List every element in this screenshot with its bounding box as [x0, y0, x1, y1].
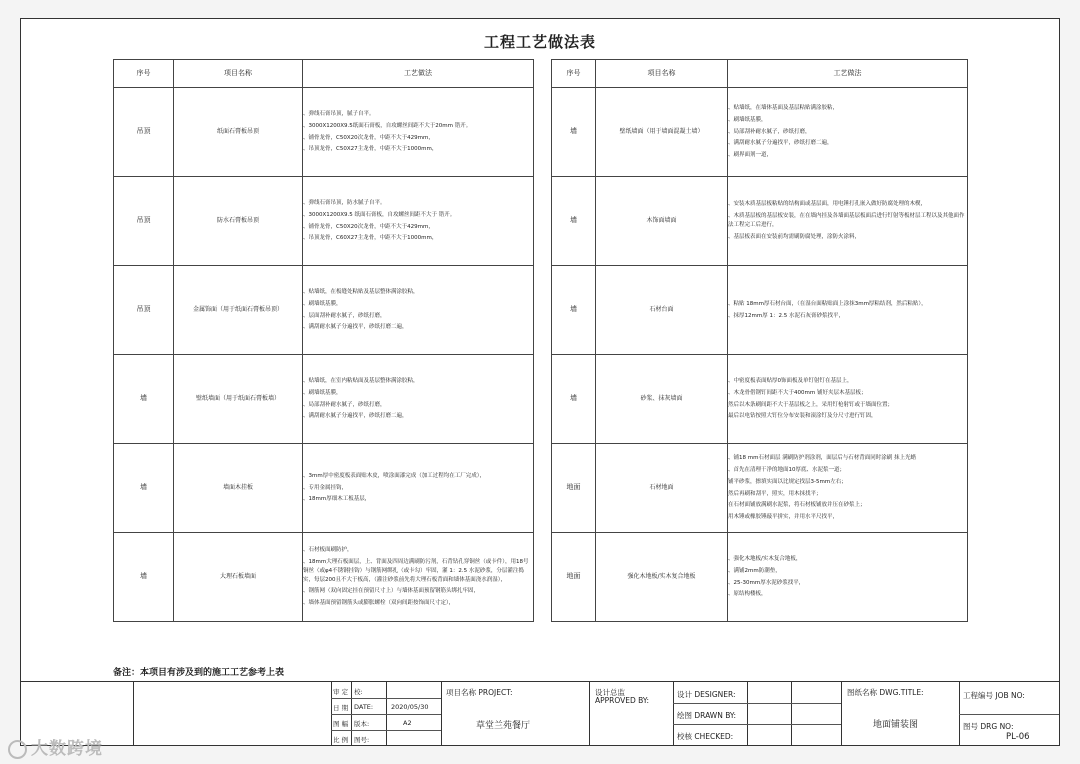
process-step: 、局部刮补耐水腻子，砂纸打磨， [728, 128, 811, 135]
review-label: 审 定 [333, 688, 349, 696]
col-header-name: 项目名称 [596, 60, 728, 88]
process-step: 最后以电钻按照大钉位分布安装和滚涂钉及分尺寸进行钉固， [728, 413, 877, 420]
row-item-name: 金属饰面（用于纸面石膏板吊顶） [174, 266, 303, 355]
project-label: 项目名称 PROJECT: [446, 688, 513, 697]
process-step: 、刷墙纸基膜， [303, 389, 342, 396]
drawing-sheet [20, 18, 1060, 746]
process-step: 、弹线石膏吊顶，防水腻子自平。 [303, 199, 386, 206]
approved-label-en: APPROVED BY: [595, 696, 650, 705]
process-step: 、满刮耐水腻子分遍找平，砂纸打磨二遍， [303, 324, 408, 331]
process-step: 在石材面铺放满刷水泥浆，将石材板铺放并压在砂浆上； [728, 502, 866, 509]
row-process-steps [303, 533, 534, 622]
date-sub: DATE: [354, 703, 374, 711]
logo-icon [8, 740, 27, 759]
process-step: 、吊顶龙骨，C60X27主龙骨，中距不大于1000mm， [303, 235, 438, 242]
size-value: A2 [403, 719, 412, 727]
table-row [552, 177, 968, 266]
dwg-title-value: 地面铺装图 [873, 720, 919, 730]
process-step: 、基层板表面在安装前均需刷防腐处理，涂防火涂料， [728, 233, 861, 240]
project-name: 草堂兰苑餐厅 [476, 721, 531, 731]
table-row [552, 533, 968, 622]
process-step: 、木质基层板的基层板安装，在在墙内挂及各墙面基层板面后进行钉射等板材层工程以及其他面作法工程完工后进行， [728, 213, 965, 228]
process-step: 、铺骨龙骨，C50X20次龙骨，中距不大于429mm， [303, 134, 434, 141]
process-step: 、专用金属挂钩， [303, 484, 348, 491]
process-step: 、18mm厚细木工板基层， [303, 496, 371, 503]
table-row [552, 266, 968, 355]
dwg-title-label: 图纸名称 DWG.TITLE: [847, 688, 924, 697]
row-category: 墙 [552, 177, 596, 266]
col-header-name: 项目名称 [174, 60, 303, 88]
drawn-label: 绘图 DRAWN BY: [677, 711, 737, 720]
process-step: 、木龙骨借钢钉间距不大于400mm 铺好夹层木基层板； [728, 389, 867, 396]
row-process-steps [728, 266, 968, 355]
row-process-steps [728, 533, 968, 622]
drg-no-value: PL-06 [1006, 732, 1030, 742]
process-step: 、铺骨龙骨，C50X20次龙骨，中距不大于429mm， [303, 223, 434, 230]
col-header-process: 工艺做法 [728, 60, 968, 88]
process-step: 、刷墙纸基膜， [303, 300, 342, 307]
process-step: 、满刮耐水腻子分遍找平，砂纸打磨二遍， [303, 413, 408, 420]
process-step: 、18mm大理石板面层，上、背面及四周边满刷防污剂，石背钻孔穿铜丝（或卡件），用18号铜丝（或φ4不锈钢挂钩）与钢筋网绑扎（或卡勾）牢固，灌 1：2.5 水泥砂浆，分层灌注捣实，每层200且不大于板高，（灌注砂浆前先将大理石板背面和墙体基面浇水润湿）， [303, 558, 529, 583]
table-row [552, 355, 968, 444]
process-step: 用木锤或橡胶锤敲平拼实，并用水平尺找平， [728, 514, 839, 521]
process-table-left [113, 59, 534, 622]
row-category: 吊顶 [114, 177, 174, 266]
row-item-name: 纸面石膏板吊顶 [174, 88, 303, 177]
review-sub: 校: [354, 688, 363, 696]
table-row [114, 355, 534, 444]
table-row [114, 177, 534, 266]
table-row [114, 88, 534, 177]
process-step: 、贴墙纸，在板缝处粘贴及基层整体满涂胶粘， [303, 288, 419, 295]
watermark [8, 734, 103, 759]
row-item-name: 木饰面墙面 [596, 177, 728, 266]
process-step: 、3000X1200X9.5纸面石膏板，自攻螺丝间距不大于20mm 错开。 [303, 122, 472, 129]
process-step: 、强化木地板/实木复合地板， [728, 555, 802, 562]
scale-label: 比 例 [333, 736, 349, 744]
row-category: 地面 [552, 533, 596, 622]
col-header-no: 序号 [552, 60, 596, 88]
process-step: 、满刮耐水腻子分遍找平，砂纸打磨二遍， [728, 140, 833, 147]
date-label: 日 期 [333, 704, 349, 712]
process-step: 、钢筋网（双向固定挂在预留尺寸上）与墙体基面预留钢筋头绑扎牢固， [303, 588, 480, 595]
table-row [114, 444, 534, 533]
process-step: 、中密度板表面贴厚0饰面板及单钉射钉在基层上， [728, 377, 853, 384]
process-step: 、铺18 mm石材面层 满刷防护剂涂剂，面层后与石材背面同时涂刷 抹上光蜡 [728, 455, 916, 462]
title-block [21, 681, 1059, 746]
process-step: 、原结构楼板， [728, 591, 767, 598]
drg-no-label: 图号 DRG NO: [963, 722, 1014, 731]
process-step: 、25-30mm厚水泥砂浆找平， [728, 579, 805, 586]
row-category: 吊顶 [114, 88, 174, 177]
row-process-steps [728, 88, 968, 177]
process-step: 、层面刮补耐水腻子，砂纸打磨， [303, 312, 386, 319]
row-process-steps [303, 88, 534, 177]
row-item-name: 壁纸墙面（用于纸面石膏板墙） [174, 355, 303, 444]
row-process-steps [728, 177, 968, 266]
process-step: 、刷界面剂一道， [728, 152, 773, 159]
process-step: 、3mm厚中密度板表面贴木皮，喷涂面漆完成（加工过程均在工厂完成）， [303, 472, 485, 479]
row-item-name: 砂浆、抹灰墙面 [596, 355, 728, 444]
row-item-name: 强化木地板/实木复合地板 [596, 533, 728, 622]
row-category: 墙 [552, 88, 596, 177]
process-step: 、粘贴 18mm厚石材台面，（在湿台面粘贴面上涂抹3mm厚粘结剂，然后粘贴）， [728, 300, 927, 307]
row-category: 地面 [552, 444, 596, 533]
table-row [552, 444, 968, 533]
process-step: 铺平砂浆，擦填实面以比规定找层3-5mm左右； [728, 478, 847, 485]
process-step: 、弹线石膏吊顶，腻子自平。 [303, 110, 375, 117]
process-step: 、贴墙纸，在室内粘贴面及基层整体满涂胶粘， [303, 377, 419, 384]
process-step: 、安装木质基层板粘贴的结构面或基层面，用电锤打孔嵌入做好防腐处理的木楔， [728, 201, 927, 208]
row-process-steps [728, 355, 968, 444]
row-item-name: 大理石板墙面 [174, 533, 303, 622]
process-step: 、贴墙纸，在墙体基面及基层粘贴满涂胶粘， [728, 105, 839, 111]
row-category: 墙 [552, 266, 596, 355]
approved-label-cn: 设计总监 [595, 688, 625, 697]
process-step: 然后以木条刷间距不大于基层板之上，采用钉枪射钉或于墙面位置； [728, 401, 894, 408]
row-process-steps [303, 355, 534, 444]
row-category: 墙 [114, 355, 174, 444]
table-row [114, 266, 534, 355]
process-step: 、局部刮补耐水腻子，砂纸打磨， [303, 401, 386, 408]
row-item-name: 壁纸墙面（用于墙面混凝土墙） [596, 88, 728, 177]
designer-label: 设计 DESIGNER: [677, 690, 736, 699]
scale-sub: 图号: [354, 736, 370, 744]
row-process-steps [303, 177, 534, 266]
watermark-text: 大数跨境 [31, 739, 103, 759]
row-process-steps [728, 444, 968, 533]
table-row [114, 533, 534, 622]
process-step: 、抹厚12mm厚 1：2.5 水泥石灰膏砂浆找平， [728, 312, 844, 319]
date-value: 2020/05/30 [391, 703, 429, 711]
row-category: 吊顶 [114, 266, 174, 355]
row-category: 墙 [114, 533, 174, 622]
process-step: 、刷墙纸基膜， [728, 116, 767, 123]
row-process-steps [303, 444, 534, 533]
row-item-name: 墙面木挂板 [174, 444, 303, 533]
row-item-name: 石材台面 [596, 266, 728, 355]
sheet-title: 工程工艺做法表 [483, 33, 596, 51]
process-table-right [551, 59, 968, 622]
table-row [552, 88, 968, 177]
process-step: 、满铺2mm防潮垫， [728, 567, 781, 574]
row-item-name: 石材地面 [596, 444, 728, 533]
process-step: 然后再刷和刮平，照实，用木抹找平； [728, 490, 822, 497]
row-category: 墙 [114, 444, 174, 533]
checked-label: 校核 CHECKED: [677, 732, 734, 741]
process-step: 、石材板面刷防护， [303, 547, 353, 554]
process-step: 、墙体基面预留钢筋头或膨胀螺栓（双向间距按饰面尺寸定）， [303, 600, 455, 607]
process-step: 、3000X1200X9.5 纸面石膏板，自攻螺丝间距不大于 错开。 [303, 211, 456, 218]
row-item-name: 防水石膏板吊顶 [174, 177, 303, 266]
row-category: 墙 [552, 355, 596, 444]
col-header-no: 序号 [114, 60, 174, 88]
size-label: 图 幅 [333, 720, 349, 728]
col-header-process: 工艺做法 [303, 60, 534, 88]
job-no-label: 工程编号 JOB NO: [963, 691, 1025, 700]
size-sub: 版本: [354, 720, 370, 728]
process-step: 、吊顶龙骨，C50X27主龙骨，中距不大于1000mm， [303, 146, 438, 153]
remark-note: 备注：本项目有涉及到的施工工艺参考上表 [113, 668, 285, 678]
process-step: 、首先在清理干净的地面10厚底、水泥浆一道； [728, 466, 846, 473]
row-process-steps [303, 266, 534, 355]
